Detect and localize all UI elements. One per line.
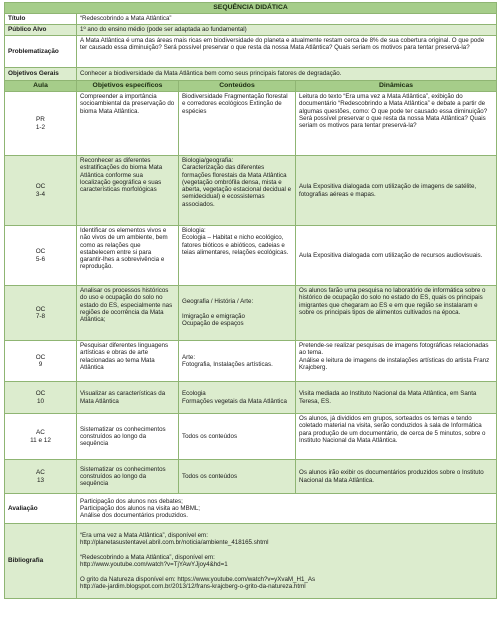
column-header-dinamicas: Dinâmicas: [296, 81, 497, 92]
row-dinamicas: Pretende-se realizar pesquisas de imagens fotográficas relacionadas ao tema. Análise e leitura de imagens de instalações artísticas do artista Franz Krajcberg.: [296, 341, 497, 382]
aula-code: OC 3-4: [5, 156, 77, 226]
row-objetivos: Pesquisar diferentes linguagens artísticas e obras de arte relacionadas ao tema Mata Atlântica: [77, 341, 179, 382]
column-header-conteudos: Conteúdos: [179, 81, 296, 92]
column-header-aula: Aula: [5, 81, 77, 92]
sequence-table: [4, 2, 497, 599]
aula-code: OC 10: [5, 382, 77, 414]
aula-code: OC 7-8: [5, 286, 77, 341]
info-label-problematizacao: Problematização: [5, 36, 77, 68]
row-objetivos: Analisar os processos históricos do uso e ocupação do solo no estado do ES, especialmente nas regiões de ocorrência da Mata Atlântica;: [77, 286, 179, 341]
row-dinamicas: Os alunos, já divididos em grupos, sorteados os temas e tendo coletado material na visita, serão conduzidos à sala de Informática para produção de um documentário, de cerca de 5 minutos, sobre o Instituto Nacional da Mata Atlântica.: [296, 414, 497, 460]
info-value-publico: 1º ano do ensino médio (pode ser adaptada ao fundamental): [77, 25, 497, 36]
row-conteudos: Todos os conteúdos: [179, 414, 296, 460]
info-value-problematizacao: A Mata Atlântica é uma das áreas mais ricas em biodiversidade do planeta e atualmente restam cerca de 8% de sua cobertura original. O que pode ter causado essa diminuição? Será possível preservar o que resta da nossa Mata Atlântica? Quais seriam os motivos para tentar preservá-la?: [77, 36, 497, 68]
table-row: [5, 414, 497, 460]
row-dinamicas: Visita mediada ao Instituto Nacional da Mata Atlântica, em Santa Teresa, ES.: [296, 382, 497, 414]
row-dinamicas: Leitura do texto “Era uma vez a Mata Atlântica”, exibição do documentário “Redescobrindo a Mata Atlântica” e debate a partir de algumas questões, como: O que pode ter causado essa diminuição? Será possível preservar o que resta da nossa Mata Atlântica? Quais seriam os motivos para tentar preservá-la?: [296, 92, 497, 156]
aula-code: OC 9: [5, 341, 77, 382]
table-row: [5, 341, 497, 382]
aula-code: PR 1-2: [5, 92, 77, 156]
table-row: [5, 156, 497, 226]
row-objetivos: Identificar os elementos vivos e não vivos de um ambiente, bem como as relações que estabelecem entre si para garantir-lhes a sobrevivência e reprodução.: [77, 226, 179, 286]
column-header-row: [5, 81, 497, 92]
document-title: SEQUÊNCIA DIDÁTICA: [5, 3, 497, 14]
info-label-publico: Público Alvo: [5, 25, 77, 36]
aula-code: AC 13: [5, 460, 77, 494]
row-objetivos: Sistematizar os conhecimentos construídos ao longo da sequência: [77, 460, 179, 494]
row-conteudos: Ecologia Formações vegetais da Mata Atlântica: [179, 382, 296, 414]
row-dinamicas: Os alunos irão exibir os documentários produzidos sobre o Instituto Nacional da Mata Atlântica.: [296, 460, 497, 494]
info-value-objetivos-gerais: Conhecer a biodiversidade da Mata Atlântica bem como seus principais fatores de degradação.: [77, 68, 497, 81]
bibliografia-value: “Era uma vez a Mata Atlântica”, disponível em: http://planetasustentavel.abril.com.br/noticia/ambiente_418165.shtml “Redescobrindo a Mata Atlântica”, disponível em: http://www.youtube.com/watch?v=TjYAwYJjoy4&hd=1 O grito da Natureza disponível em: https://www.youtube.com/watch?v=yXvaM_H1_As http://ade-jardim.blogspot.com.br/2013/12/frans-krajcberg-o-grito-da-natureza.html: [77, 524, 497, 599]
avaliacao-value: Participação dos alunos nos debates; Participação dos alunos na visita ao MBML; Análise dos documentários produzidos.: [77, 494, 497, 524]
table-row: [5, 460, 497, 494]
table-row: [5, 382, 497, 414]
aula-code: OC 5-6: [5, 226, 77, 286]
table-row: [5, 286, 497, 341]
row-conteudos: Todos os conteúdos: [179, 460, 296, 494]
row-dinamicas: Aula Expositiva dialogada com utilização de recursos audiovisuais.: [296, 226, 497, 286]
row-objetivos: Compreender a importância socioambiental da preservação do bioma Mata Atlântica.: [77, 92, 179, 156]
info-value-titulo: “Redescobrindo a Mata Atlântica”: [77, 14, 497, 25]
table-row: [5, 92, 497, 156]
row-conteudos: Biologia: Ecologia – Habitat e nicho ecológico, fatores bióticos e abióticos, cadeias e teias alimentares, relações ecológicas.: [179, 226, 296, 286]
bibliografia-label: Bibliografia: [5, 524, 77, 599]
row-conteudos: Biologia/geografia: Caracterização das diferentes formações florestais da Mata Atlântica (vegetação ombrófila densa, mista e aberta, vegetação estacional decidual e semidecidual) e ecossistemas associados.: [179, 156, 296, 226]
info-label-objetivos-gerais: Objetivos Gerais: [5, 68, 77, 81]
row-conteudos: Arte: Fotografia, Instalações artísticas.: [179, 341, 296, 382]
row-objetivos: Sistematizar os conhecimentos construídos ao longo da sequência: [77, 414, 179, 460]
row-objetivos: Visualizar as características da Mata Atlântica: [77, 382, 179, 414]
row-conteudos: Geografia / História / Arte: Imigração e emigração Ocupação de espaços: [179, 286, 296, 341]
row-dinamicas: Aula Expositiva dialogada com utilização de imagens de satélite, fotografias aéreas e mapas.: [296, 156, 497, 226]
row-dinamicas: Os alunos farão uma pesquisa no laboratório de informática sobre o histórico de ocupação do solo no estado do ES, quais os principais imigrantes que chegaram ao ES e em que região se instalaram e sobre os principais tipos de alimentos cultivados na época.: [296, 286, 497, 341]
row-objetivos: Reconhecer as diferentes estratificações do bioma Mata Atlântica conforme sua localização geográfica e suas características morfológicas: [77, 156, 179, 226]
aula-code: AC 11 e 12: [5, 414, 77, 460]
avaliacao-label: Avaliação: [5, 494, 77, 524]
column-header-objetivos: Objetivos específicos: [77, 81, 179, 92]
table-row: [5, 226, 497, 286]
info-label-titulo: Título: [5, 14, 77, 25]
row-conteudos: Biodiversidade Fragmentação florestal e corredores ecológicos Extinção de espécies: [179, 92, 296, 156]
